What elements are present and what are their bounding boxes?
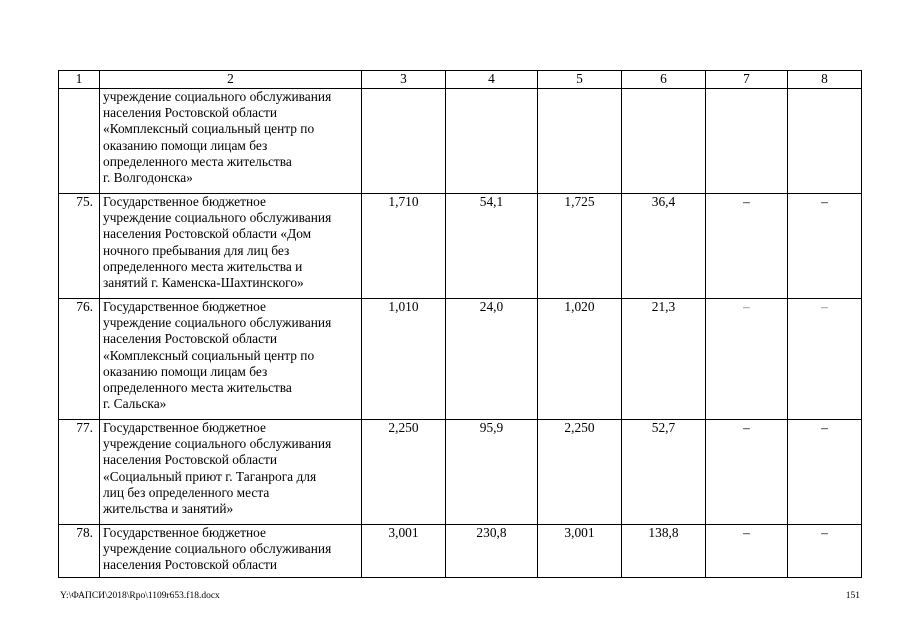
value-col-7: – [706, 194, 788, 299]
row-number: 76. [59, 299, 100, 420]
value-col-8: – [788, 299, 862, 420]
value-col-4: 95,9 [446, 420, 538, 525]
value-col-5: 3,001 [538, 525, 622, 578]
value-col-6: 52,7 [622, 420, 706, 525]
value-col-8: – [788, 420, 862, 525]
value-col-3: 1,010 [362, 299, 446, 420]
budget-table [58, 70, 862, 578]
table-row [59, 194, 862, 299]
value-col-3: 1,710 [362, 194, 446, 299]
value-col-6: 21,3 [622, 299, 706, 420]
column-header: 2 [100, 71, 362, 89]
table-row [59, 299, 862, 420]
value-col-4: 230,8 [446, 525, 538, 578]
value-col-8 [788, 89, 862, 194]
value-col-5: 2,250 [538, 420, 622, 525]
value-col-7: – [706, 299, 788, 420]
document-file-path: Y:\ФАПСИ\2018\Rpo\1109r653.f18.docx [60, 591, 220, 601]
value-col-6 [622, 89, 706, 194]
institution-name: учреждение социального обслуживания населения Ростовской области «Комплексный социальный центр по оказанию помощи лицам без определенного места жительства г. Волгодонска» [100, 89, 362, 194]
institution-name: Государственное бюджетное учреждение социального обслуживания населения Ростовской области [100, 525, 362, 578]
column-header: 1 [59, 71, 100, 89]
value-col-4: 54,1 [446, 194, 538, 299]
value-col-8: – [788, 525, 862, 578]
value-col-7: – [706, 420, 788, 525]
value-col-3: 3,001 [362, 525, 446, 578]
page-number: 151 [845, 591, 860, 601]
value-col-8: – [788, 194, 862, 299]
value-col-7 [706, 89, 788, 194]
row-number: 78. [59, 525, 100, 578]
value-col-3 [362, 89, 446, 194]
column-header: 8 [788, 71, 862, 89]
column-header: 4 [446, 71, 538, 89]
value-col-6: 138,8 [622, 525, 706, 578]
value-col-4 [446, 89, 538, 194]
column-header: 5 [538, 71, 622, 89]
value-col-5: 1,725 [538, 194, 622, 299]
column-header: 3 [362, 71, 446, 89]
row-number [59, 89, 100, 194]
table-row [59, 89, 862, 194]
row-number: 75. [59, 194, 100, 299]
column-header: 6 [622, 71, 706, 89]
table-header-row [59, 71, 862, 89]
institution-name: Государственное бюджетное учреждение социального обслуживания населения Ростовской области «Социальный приют г. Таганрога для лиц без определенного места жительства и занятий» [100, 420, 362, 525]
value-col-3: 2,250 [362, 420, 446, 525]
value-col-6: 36,4 [622, 194, 706, 299]
row-number: 77. [59, 420, 100, 525]
value-col-5: 1,020 [538, 299, 622, 420]
institution-name: Государственное бюджетное учреждение социального обслуживания населения Ростовской области «Комплексный социальный центр по оказанию помощи лицам без определенного места жительства г. Сальска» [100, 299, 362, 420]
column-header: 7 [706, 71, 788, 89]
value-col-5 [538, 89, 622, 194]
table-row [59, 525, 862, 578]
table-row [59, 420, 862, 525]
value-col-4: 24,0 [446, 299, 538, 420]
value-col-7: – [706, 525, 788, 578]
institution-name: Государственное бюджетное учреждение социального обслуживания населения Ростовской области «Дом ночного пребывания для лиц без определенного места жительства и занятий г. Каменска-Шахтинского» [100, 194, 362, 299]
